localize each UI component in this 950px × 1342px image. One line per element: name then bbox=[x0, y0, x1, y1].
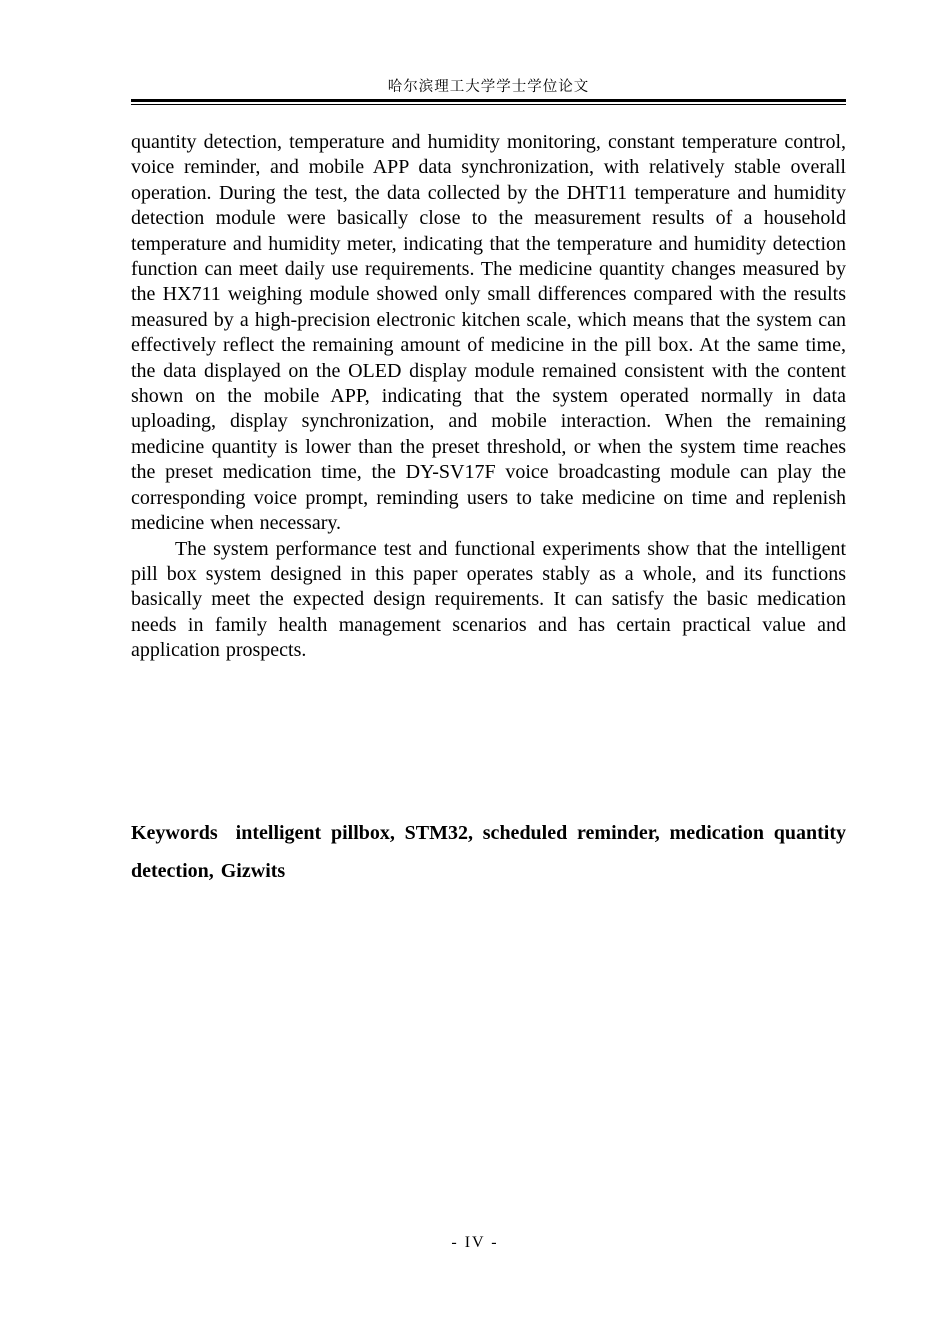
keywords-line bbox=[131, 814, 846, 890]
header-title: 哈尔滨理工大学学士学位论文 bbox=[387, 79, 590, 95]
abstract-body bbox=[131, 130, 846, 664]
page-header bbox=[131, 76, 846, 106]
keywords-label: Keywords bbox=[131, 822, 218, 844]
header-rule-thick bbox=[131, 99, 846, 102]
keywords-text: intelligent pillbox, STM32, scheduled reminder, medication quantity detection, Gizwits bbox=[131, 822, 846, 882]
page-number: - IV - bbox=[451, 1234, 499, 1251]
header-rule-thin bbox=[131, 104, 846, 105]
abstract-paragraph-continued: quantity detection, temperature and humidity monitoring, constant temperature control, voice reminder, and mobile APP data synchronization, with relatively stable overall operation. During the test, the data collected by the DHT11 temperature and humidity detection module were basically close to the measurement results of a household temperature and humidity meter, indicating that the temperature and humidity detection function can meet daily use requirements. The medicine quantity changes measured by the HX711 weighing module showed only small differences compared with the results measured by a high-precision electronic kitchen scale, which means that the system can effectively reflect the remaining amount of medicine in the pill box. At the same time, the data displayed on the OLED display module remained consistent with the content shown on the mobile APP, indicating that the system operated normally in data uploading, display synchronization, and mobile interaction. When the remaining medicine quantity is lower than the preset threshold, or when the system time reaches the preset medication time, the DY-SV17F voice broadcasting module can play the corresponding voice prompt, reminding users to take medicine on time and replenish medicine when necessary. bbox=[131, 131, 846, 535]
abstract-paragraph-conclusion: The system performance test and functional experiments show that the intelligent pill box system designed in this paper operates stably as a whole, and its functions basically meet the expected design requirements. It can satisfy the basic medication needs in family health management scenarios and has certain practical value and application prospects. bbox=[131, 537, 846, 662]
